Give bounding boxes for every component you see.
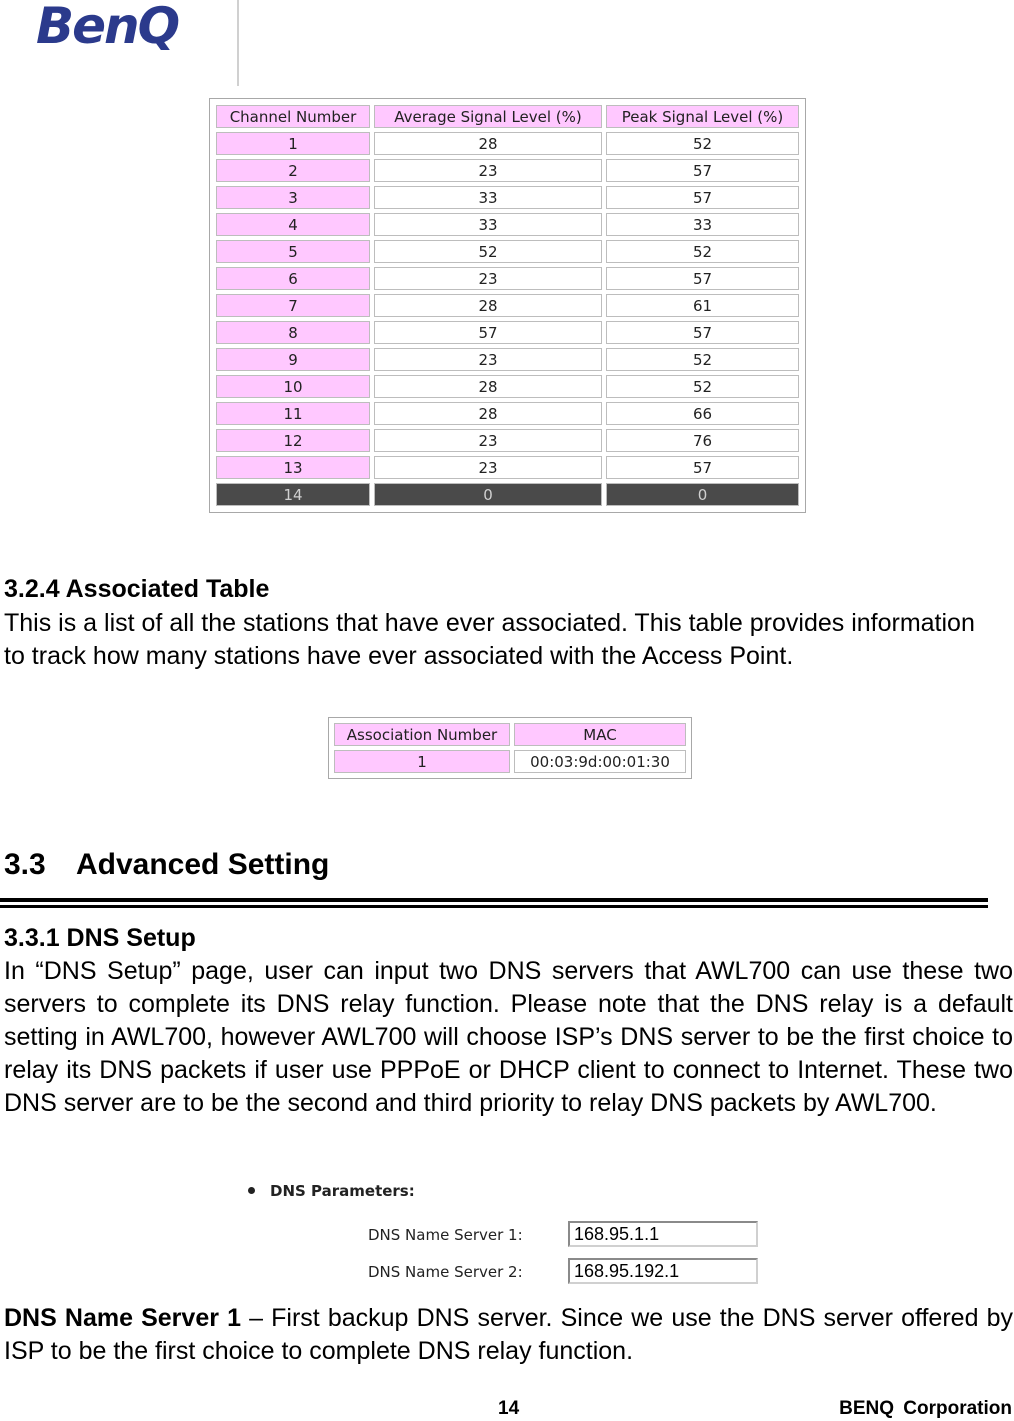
- channel-signal-table: [209, 98, 806, 513]
- footer-corporation: BENQ Corporation: [839, 1398, 1012, 1419]
- peak-signal-cell: 57: [606, 321, 799, 344]
- average-signal-cell: 28: [374, 132, 602, 155]
- peak-signal-cell: 52: [606, 348, 799, 371]
- peak-signal-cell: 52: [606, 132, 799, 155]
- channel-number-cell: 13: [216, 456, 370, 479]
- dns-setup-description: In “DNS Setup” page, user can input two DNS servers that AWL700 can use these two servers to complete its DNS relay function. Please note that the DNS relay is a default setting in AWL700, however AWL700 will choose ISP’s DNS server to be the first choice to relay its DNS packets if user use PPPoE or DHCP client to connect to Internet. These two DNS server are to be the second and third priority to relay DNS packets by AWL700.: [4, 957, 1013, 1117]
- dns-server-2-input[interactable]: 168.95.192.1: [568, 1258, 758, 1284]
- dns-server-1-text: – First backup DNS server. Since we use the DNS server offered by ISP to be the first choice to complete DNS relay function.: [4, 1304, 1013, 1365]
- channel-number-cell: 4: [216, 213, 370, 236]
- dns-server-1-description: [4, 1302, 1013, 1368]
- section-title: Advanced Setting: [76, 848, 330, 881]
- channel-number-cell: 2: [216, 159, 370, 182]
- peak-signal-cell: 52: [606, 375, 799, 398]
- peak-signal-cell: 76: [606, 429, 799, 452]
- dns-parameters-form: [240, 1178, 770, 1293]
- table-row[interactable]: [216, 159, 799, 182]
- average-signal-cell: 23: [374, 456, 602, 479]
- average-signal-cell: 0: [374, 483, 602, 506]
- table-row[interactable]: [216, 213, 799, 236]
- average-signal-cell: 23: [374, 429, 602, 452]
- average-signal-cell: 28: [374, 375, 602, 398]
- peak-signal-cell: 57: [606, 159, 799, 182]
- section-number: 3.3: [4, 848, 46, 881]
- channel-number-cell: 6: [216, 267, 370, 290]
- column-header: Channel Number: [216, 105, 370, 128]
- peak-signal-cell: 52: [606, 240, 799, 263]
- average-signal-cell: 28: [374, 402, 602, 425]
- section-heading-associated-table: 3.2.4 Associated Table: [4, 575, 270, 603]
- dns-server-1-label: DNS Name Server 1:: [368, 1226, 523, 1244]
- dns-parameters-heading: [246, 1182, 415, 1200]
- section-heading-dns-setup: 3.3.1 DNS Setup: [4, 924, 196, 952]
- section-rule: [0, 898, 988, 902]
- peak-signal-cell: 57: [606, 186, 799, 209]
- benq-logo: BenQ: [36, 0, 179, 55]
- mac-cell: 00:03:9d:00:01:30: [514, 750, 686, 773]
- average-signal-cell: 33: [374, 186, 602, 209]
- association-number-cell: 1: [334, 750, 510, 773]
- channel-number-cell: 5: [216, 240, 370, 263]
- table-row[interactable]: [216, 240, 799, 263]
- channel-number-cell: 3: [216, 186, 370, 209]
- associated-table-description: This is a list of all the stations that have ever associated. This table provides information to track how many stations have ever associated with the Access Point.: [4, 609, 975, 670]
- column-header: Peak Signal Level (%): [606, 105, 799, 128]
- average-signal-cell: 23: [374, 159, 602, 182]
- dns-server-2-label: DNS Name Server 2:: [368, 1263, 523, 1281]
- average-signal-cell: 52: [374, 240, 602, 263]
- dns-server-1-input[interactable]: 168.95.1.1: [568, 1221, 758, 1247]
- table-row[interactable]: [216, 186, 799, 209]
- average-signal-cell: 23: [374, 267, 602, 290]
- peak-signal-cell: 66: [606, 402, 799, 425]
- channel-number-cell: 1: [216, 132, 370, 155]
- section-heading-advanced-setting: [4, 848, 329, 882]
- peak-signal-cell: 61: [606, 294, 799, 317]
- table-row[interactable]: [216, 348, 799, 371]
- table-row: [334, 750, 686, 773]
- peak-signal-cell: 33: [606, 213, 799, 236]
- column-header: MAC: [514, 723, 686, 746]
- peak-signal-cell: 57: [606, 267, 799, 290]
- average-signal-cell: 23: [374, 348, 602, 371]
- column-header: Average Signal Level (%): [374, 105, 602, 128]
- page-number: 14: [498, 1398, 520, 1419]
- section-rule: [0, 905, 988, 908]
- channel-number-cell: 8: [216, 321, 370, 344]
- channel-table-header: [216, 105, 799, 128]
- dns-server-1-term: DNS Name Server 1: [4, 1304, 241, 1332]
- table-row[interactable]: [216, 429, 799, 452]
- channel-number-cell: 12: [216, 429, 370, 452]
- channel-number-cell: 10: [216, 375, 370, 398]
- table-row[interactable]: [216, 483, 799, 506]
- table-row[interactable]: [216, 402, 799, 425]
- average-signal-cell: 28: [374, 294, 602, 317]
- average-signal-cell: 57: [374, 321, 602, 344]
- header-divider: [237, 0, 239, 86]
- average-signal-cell: 33: [374, 213, 602, 236]
- association-table: [328, 717, 692, 779]
- peak-signal-cell: 0: [606, 483, 799, 506]
- table-row[interactable]: [216, 375, 799, 398]
- channel-number-cell: 14: [216, 483, 370, 506]
- table-row[interactable]: [216, 267, 799, 290]
- channel-number-cell: 11: [216, 402, 370, 425]
- channel-number-cell: 7: [216, 294, 370, 317]
- dns-parameters-label: DNS Parameters:: [270, 1182, 415, 1200]
- table-row[interactable]: [216, 456, 799, 479]
- table-row[interactable]: [216, 294, 799, 317]
- table-row[interactable]: [216, 321, 799, 344]
- column-header: Association Number: [334, 723, 510, 746]
- peak-signal-cell: 57: [606, 456, 799, 479]
- table-row[interactable]: [216, 132, 799, 155]
- channel-number-cell: 9: [216, 348, 370, 371]
- association-table-header: [334, 723, 686, 746]
